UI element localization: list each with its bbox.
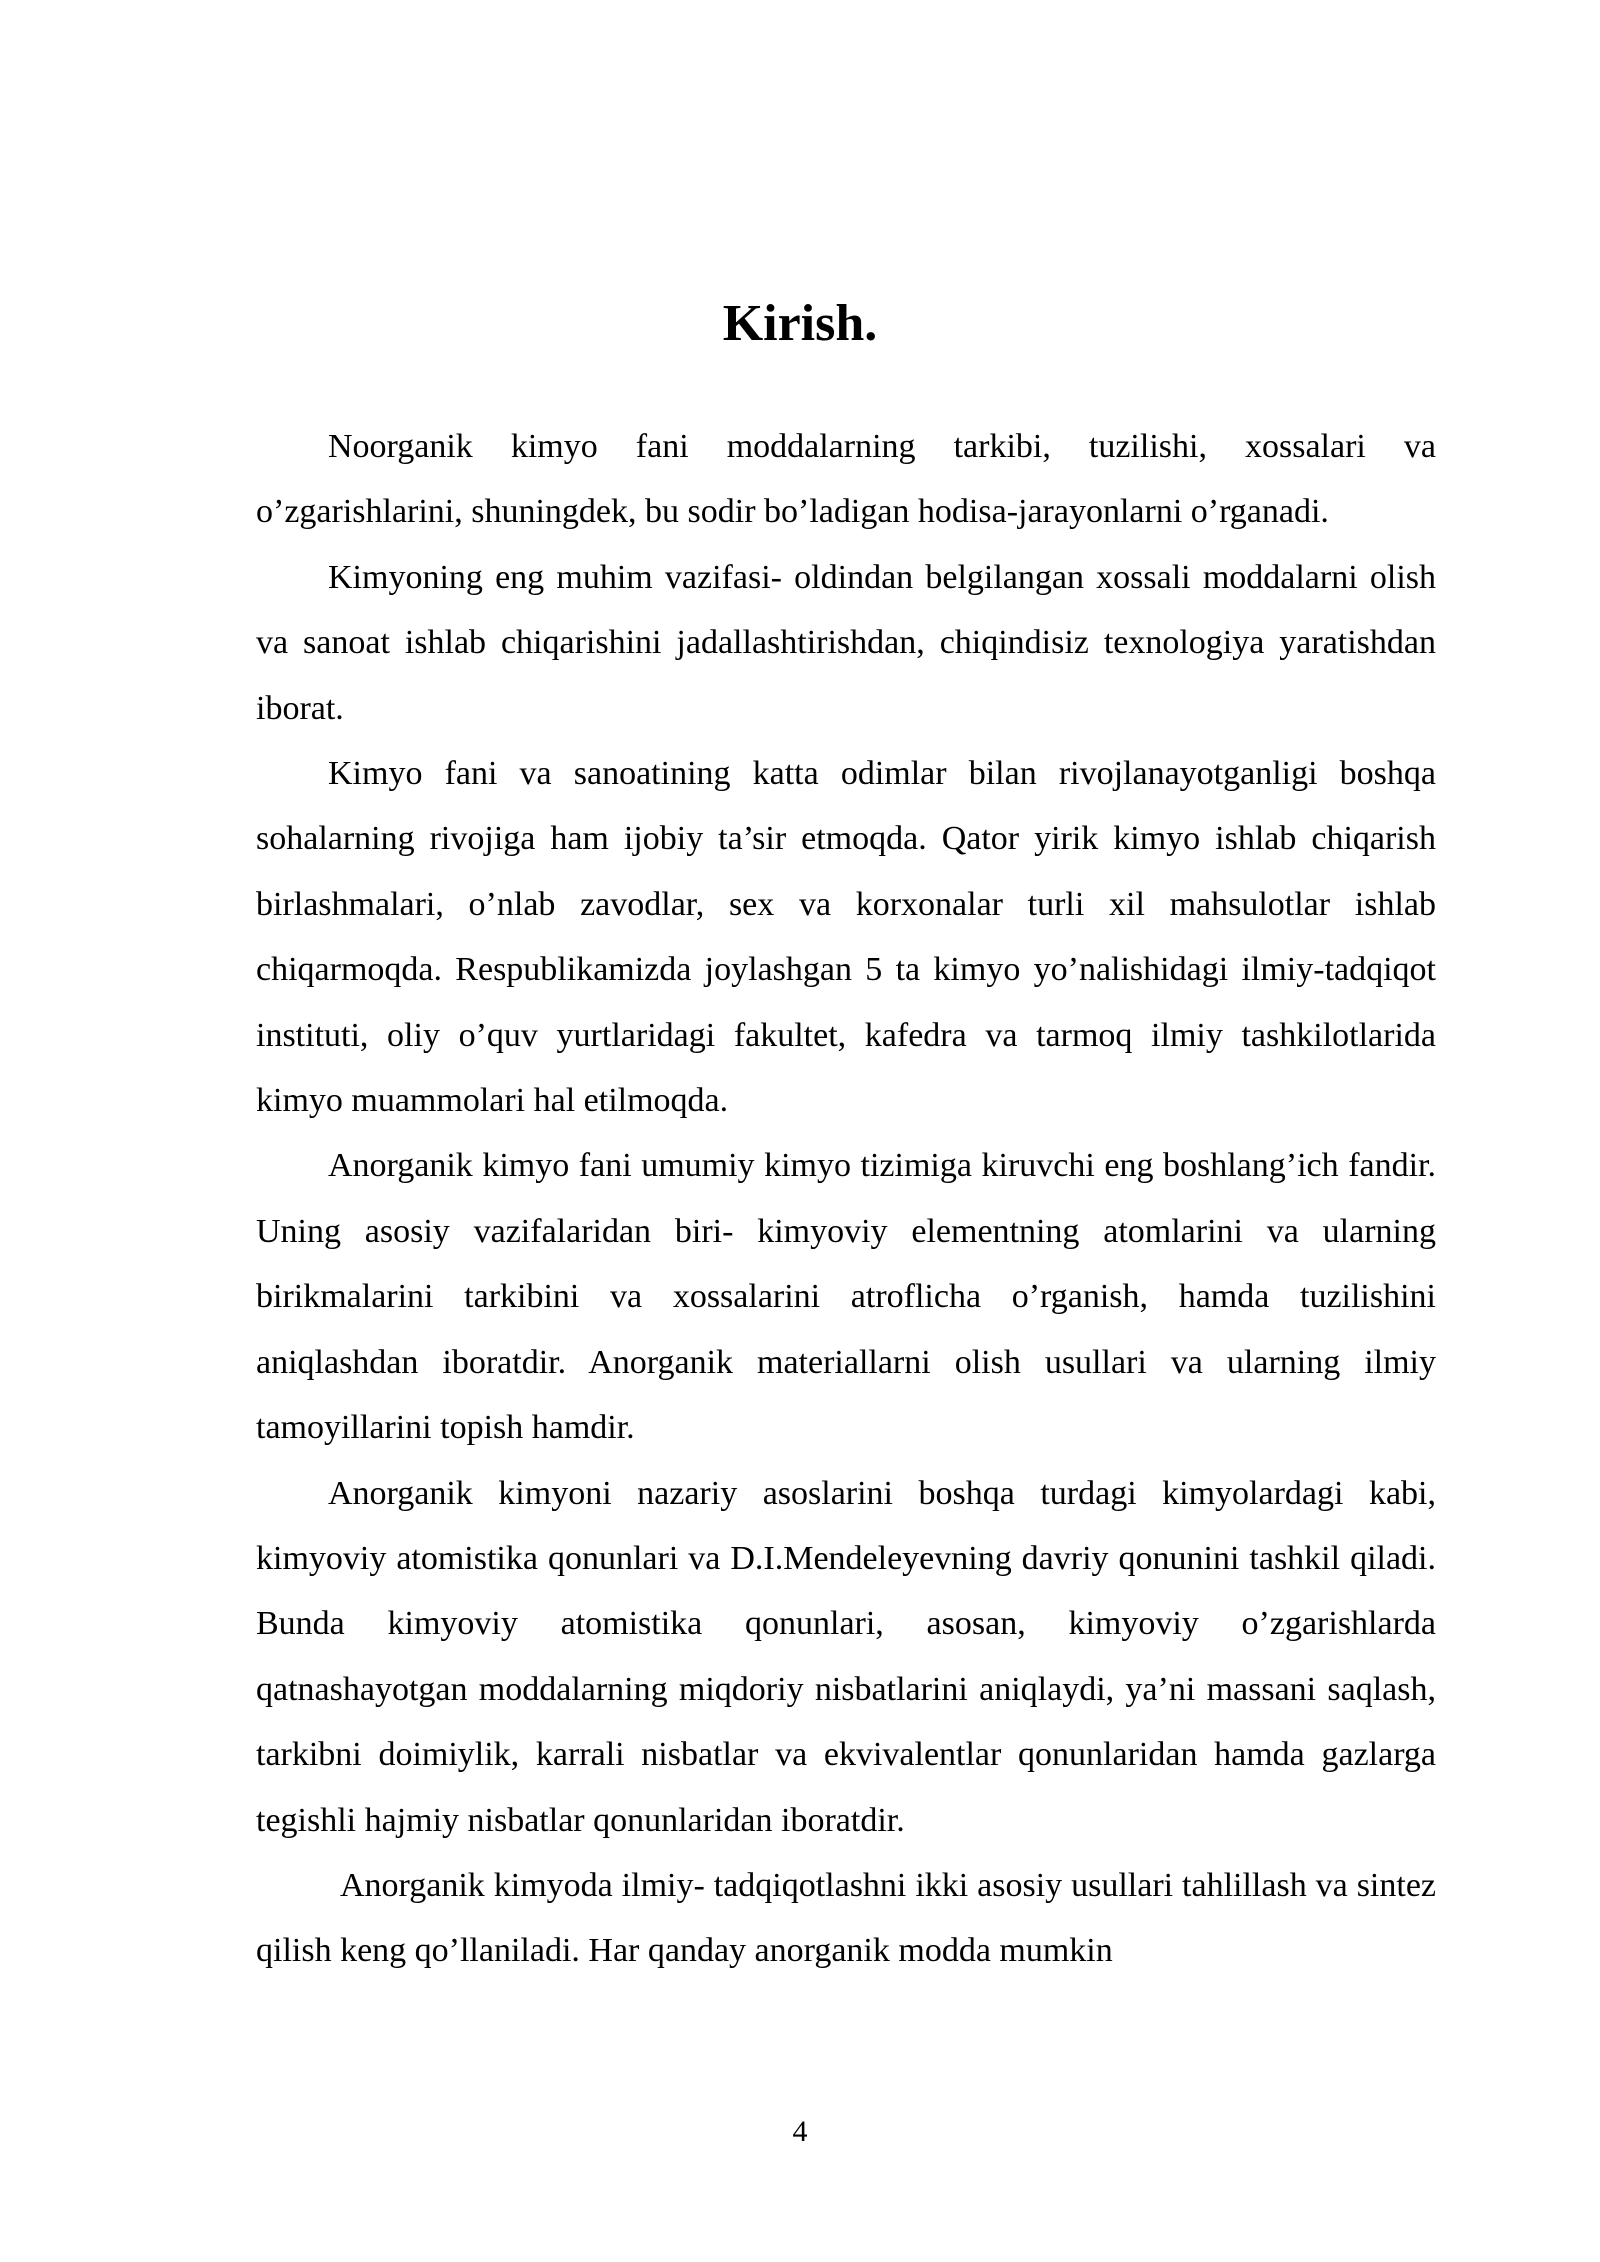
page-title: Kirish. [722, 295, 878, 352]
paragraph-6: Anorganik kimyoda ilmiy- tadqiqotlashni ikki asosiy usullari tahlillash va sintez qilish keng qo’llaniladi. Har qanday anorganik modda mumkin [256, 1866, 1436, 1970]
paragraph-4: Anorganik kimyo fani umumiy kimyo tizimiga kiruvchi eng boshlang’ich fandir. Uning asosiy vazifalaridan biri- kimyoviy elementning atomlarini va ularning birikmalarini tarkibini va xossalarini atroflicha o’rganish, hamda tuzilishini aniqlashdan iboratdir. Anorganik materiallarni olish usullari va ularning ilmiy tamoyillarini topish hamdir. [256, 1147, 1436, 1447]
body-text [256, 414, 1436, 1984]
paragraph-3: Kimyo fani va sanoatining katta odimlar bilan rivojlanayotganligi boshqa sohalarning rivojiga ham ijobiy ta’sir etmoqda. Qator yirik kimyo ishlab chiqarish birlashmalari, o’nlab zavodlar, sex va korxonalar turli xil mahsulotlar ishlab chiqarmoqda. Respublikamizda joylashgan 5 ta kimyo yo’nalishidagi ilmiy-tadqiqot instituti, oliy o’quv yurtlaridagi fakultet, kafedra va tarmoq ilmiy tashkilotlarida kimyo muammolari hal etilmoqda. [256, 755, 1436, 1120]
paragraph-1: Noorganik kimyo fani moddalarning tarkibi, tuzilishi, xossalari va o’zgarishlarini, shuningdek, bu sodir bo’ladigan hodisa-jarayonlarni o’rganadi. [256, 428, 1436, 531]
page-number: 4 [792, 2115, 808, 2148]
paragraph-2: Kimyoning eng muhim vazifasi- oldindan belgilangan xossali moddalarni olish va sanoat ishlab chiqarishini jadallashtirishdan, chiqindisiz texnologiya yaratishdan iborat. [256, 558, 1436, 727]
paragraph-5: Anorganik kimyoni nazariy asoslarini boshqa turdagi kimyolardagi kabi, kimyoviy atomistika qonunlari va D.I.Mendeleyevning davriy qonunini tashkil qiladi. Bunda kimyoviy atomistika qonunlari, asosan, kimyoviy o’zgarishlarda qatnashayotgan moddalarning miqdoriy nisbatlarini aniqlaydi, ya’ni massani saqlash, tarkibni doimiylik, karrali nisbatlar va ekvivalentlar qonunlaridan hamda gazlarga tegishli hajmiy nisbatlar qonunlaridan iboratdir. [256, 1474, 1436, 1839]
